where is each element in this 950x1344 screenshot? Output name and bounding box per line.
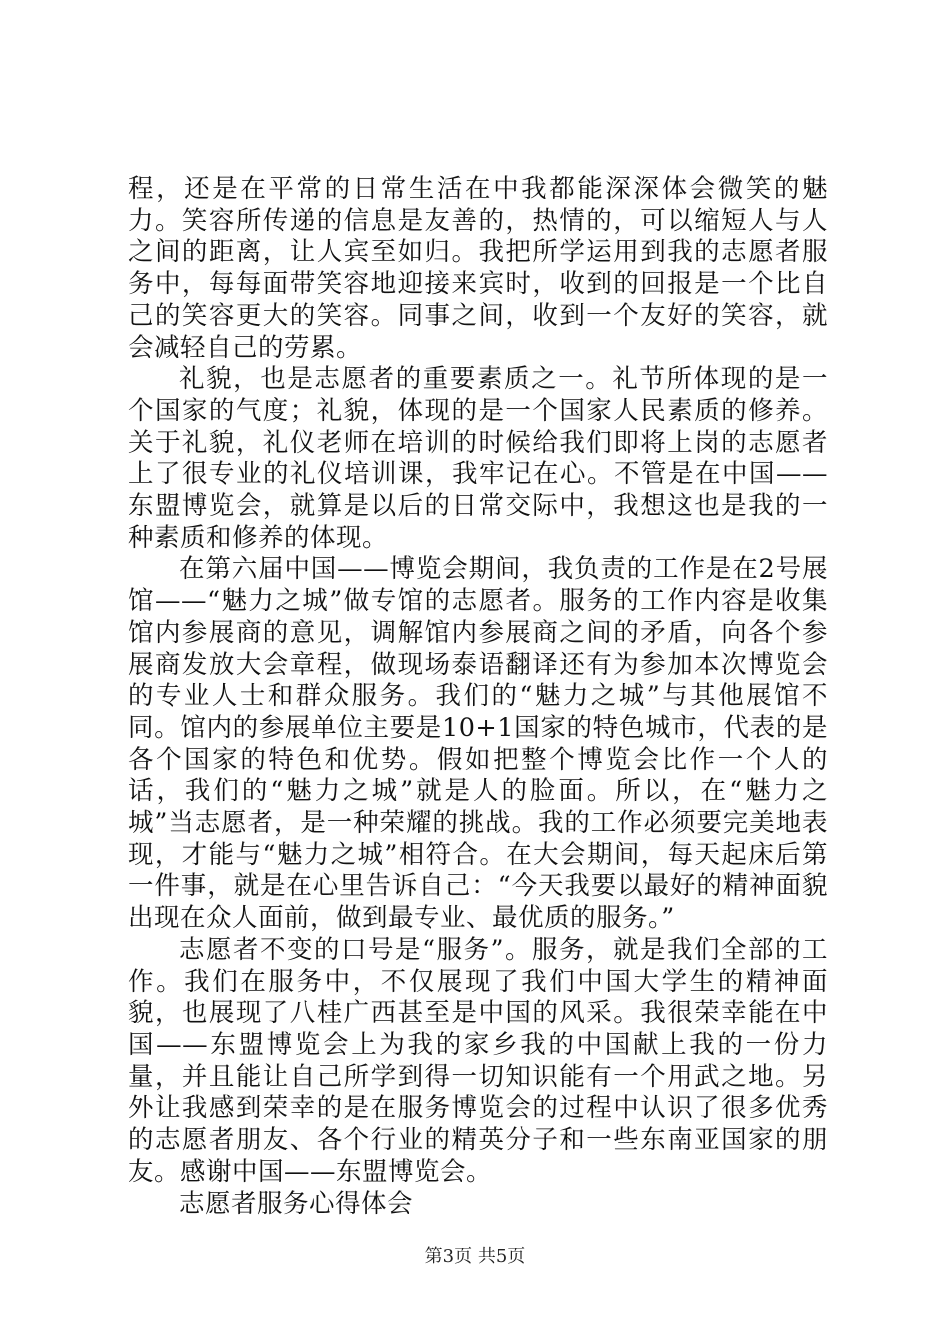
document-body (128, 174, 828, 1220)
section-heading: 志愿者服务心得体会 (179, 1188, 414, 1219)
paragraph-1: 程，还是在平常的日常生活在中我都能深深体会微笑的魅力。笑容所传递的信息是友善的，热情的，可以缩短人与人之间的距离，让人宾至如归。我把所学运用到我的志愿者服务中，每每面带笑容地迎接来宾时，收到的回报是一个比自己的笑容更大的笑容。同事之间，收到一个友好的笑容，就会减轻自己的劳累。 (128, 174, 828, 363)
paragraph-4: 志愿者不变的口号是“服务”。服务，就是我们全部的工作。我们在服务中，不仅展现了我们中国大学生的精神面貌，也展现了八桂广西甚至是中国的风采。我很荣幸能在中国——东盟博览会上为我的家乡我的中国献上我的一份力量，并且能让自己所学到得一切知识能有一个用武之地。另外让我感到荣幸的是在服务博览会的过程中认识了很多优秀的志愿者朋友、各个行业的精英分子和一些东南亚国家的朋友。感谢中国——东盟博览会。 (128, 934, 828, 1187)
paragraph-3: 在第六届中国——博览会期间，我负责的工作是在2号展馆——“魅力之城”做专馆的志愿者。服务的工作内容是收集馆内参展商的意见，调解馆内参展商之间的矛盾，向各个参展商发放大会章程，做现场泰语翻译还有为参加本次博览会的专业人士和群众服务。我们的“魅力之城”与其他展馆不同。馆内的参展单位主要是10+1国家的特色城市，代表的是各个国家的特色和优势。假如把整个博览会比作一个人的话，我们的“魅力之城”就是人的脸面。所以，在“魅力之城”当志愿者，是一种荣耀的挑战。我的工作必须要完美地表现，才能与“魅力之城”相符合。在大会期间，每天起床后第一件事，就是在心里告诉自己：“今天我要以最好的精神面貌出现在众人面前，做到最专业、最优质的服务。” (128, 554, 828, 934)
paragraph-2: 礼貌，也是志愿者的重要素质之一。礼节所体现的是一个国家的气度；礼貌，体现的是一个国家人民素质的修养。关于礼貌，礼仪老师在培训的时候给我们即将上岗的志愿者上了很专业的礼仪培训课，我牢记在心。不管是在中国——东盟博览会，就算是以后的日常交际中，我想这也是我的一种素质和修养的体现。 (128, 364, 828, 553)
page-footer: 第3页 共5页 (424, 1246, 526, 1267)
